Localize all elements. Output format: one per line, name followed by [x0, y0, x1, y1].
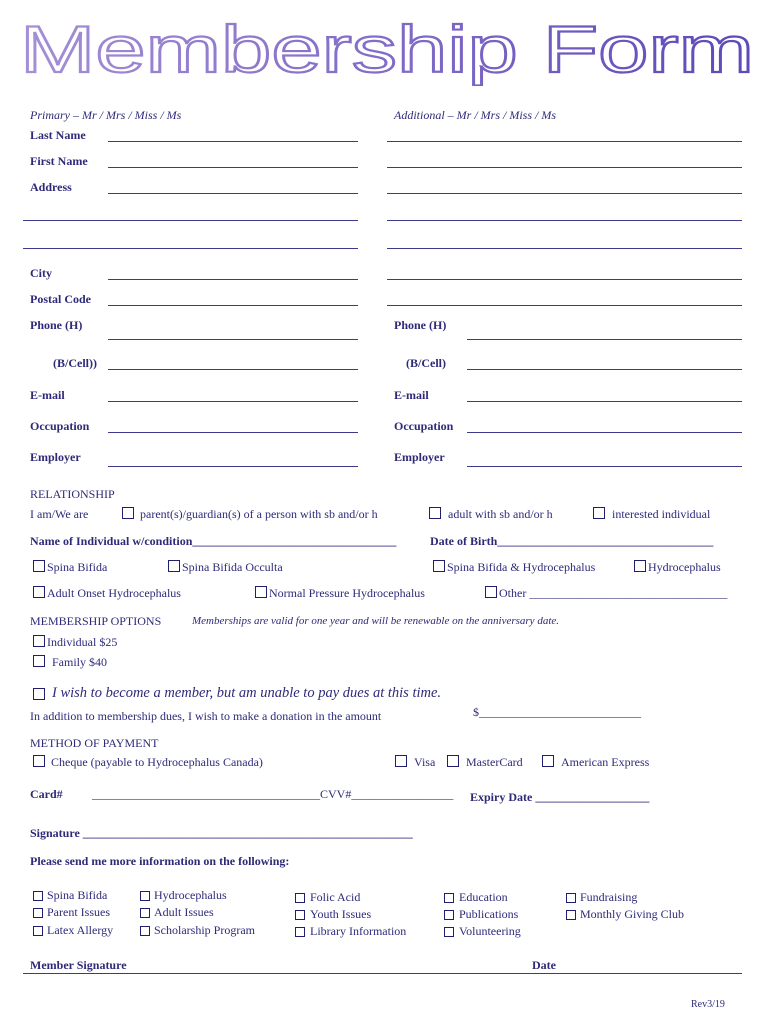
first-name-field-2[interactable]: [387, 167, 742, 168]
parent-guardian-checkbox[interactable]: [122, 507, 134, 519]
form-title-text: Membership Form: [20, 22, 754, 86]
phone-home-label: Phone (H): [30, 318, 83, 332]
payment-heading: METHOD OF PAYMENT: [30, 736, 159, 750]
email-label-2: E-mail: [394, 388, 429, 402]
amex-checkbox[interactable]: [542, 755, 554, 767]
last-name-label: Last Name: [30, 128, 86, 142]
info-scholarship-checkbox[interactable]: [140, 926, 150, 936]
address-label: Address: [30, 180, 72, 194]
revision-label: Rev3/19: [691, 999, 725, 1010]
first-name-field[interactable]: [108, 167, 358, 168]
other-condition-checkbox[interactable]: [485, 586, 497, 598]
address-line-3[interactable]: [23, 248, 358, 249]
visa-label: Visa: [414, 755, 436, 769]
occupation-field[interactable]: [108, 432, 358, 433]
address-line-2-2[interactable]: [387, 220, 742, 221]
hydrocephalus-label: Hydrocephalus: [648, 560, 721, 574]
address-field-2[interactable]: [387, 193, 742, 194]
donation-amount-field[interactable]: $___________________________: [473, 705, 641, 719]
spina-bifida-checkbox[interactable]: [33, 560, 45, 572]
email-field[interactable]: [108, 401, 358, 402]
occupation-label-2: Occupation: [394, 419, 454, 433]
info-publications-checkbox[interactable]: [444, 910, 454, 920]
city-field[interactable]: [108, 279, 358, 280]
info-spina-bifida-checkbox[interactable]: [33, 891, 43, 901]
last-name-field[interactable]: [108, 141, 358, 142]
sb-hydrocephalus-checkbox[interactable]: [433, 560, 445, 572]
occupation-label: Occupation: [30, 419, 90, 433]
address-field[interactable]: [108, 193, 358, 194]
interested-checkbox[interactable]: [593, 507, 605, 519]
name-condition-field[interactable]: Name of Individual w/condition__________________________________: [30, 534, 397, 548]
membership-note: Memberships are valid for one year and will be renewable on the anniversary date.: [192, 615, 560, 627]
unable-to-pay-label: I wish to become a member, but am unable to pay dues at this time.: [52, 685, 442, 701]
city-label: City: [30, 266, 52, 280]
family-checkbox[interactable]: [33, 655, 45, 667]
address-line-2[interactable]: [23, 220, 358, 221]
info-education-checkbox[interactable]: [444, 893, 454, 903]
spina-bifida-label: Spina Bifida: [47, 560, 108, 574]
cheque-label: Cheque (payable to Hydrocephalus Canada): [51, 755, 263, 769]
phone-cell-field-2[interactable]: [467, 369, 742, 370]
member-signature-field[interactable]: [23, 973, 742, 974]
mastercard-checkbox[interactable]: [447, 755, 459, 767]
visa-checkbox[interactable]: [395, 755, 407, 767]
phone-cell-label: (B/Cell)): [53, 356, 97, 370]
phone-home-label-2: Phone (H): [394, 318, 447, 332]
member-signature-label: Member Signature: [30, 958, 127, 972]
employer-label: Employer: [30, 450, 81, 464]
form-title: [18, 22, 758, 86]
employer-field[interactable]: [108, 466, 358, 467]
info-hydrocephalus-checkbox[interactable]: [140, 891, 150, 901]
individual-checkbox[interactable]: [33, 635, 45, 647]
adult-onset-checkbox[interactable]: [33, 586, 45, 598]
adult-label: adult with sb and/or h: [448, 507, 553, 521]
other-condition-field[interactable]: Other _________________________________: [499, 586, 728, 600]
info-publications-label: Publications: [459, 907, 519, 921]
phone-home-field-2[interactable]: [467, 339, 742, 340]
info-library-checkbox[interactable]: [295, 927, 305, 937]
info-hydrocephalus-label: Hydrocephalus: [154, 888, 227, 902]
phone-cell-field[interactable]: [108, 369, 358, 370]
postal-code-field[interactable]: [108, 305, 358, 306]
info-youth-issues-checkbox[interactable]: [295, 910, 305, 920]
adult-onset-label: Adult Onset Hydrocephalus: [47, 586, 181, 600]
additional-label: Additional – Mr / Mrs / Miss / Ms: [394, 108, 557, 122]
interested-label: interested individual: [612, 507, 711, 521]
info-scholarship-label: Scholarship Program: [154, 923, 255, 937]
postal-code-label: Postal Code: [30, 292, 91, 306]
info-latex-allergy-label: Latex Allergy: [47, 923, 114, 937]
i-am-label: I am/We are: [30, 507, 89, 521]
occupation-field-2[interactable]: [467, 432, 742, 433]
employer-label-2: Employer: [394, 450, 445, 464]
last-name-field-2[interactable]: [387, 141, 742, 142]
date-label: Date: [532, 958, 556, 972]
info-folic-acid-label: Folic Acid: [310, 890, 361, 904]
expiry-field[interactable]: Expiry Date ___________________: [470, 790, 650, 804]
adult-checkbox[interactable]: [429, 507, 441, 519]
primary-label: Primary – Mr / Mrs / Miss / Ms: [30, 108, 182, 122]
sb-hydrocephalus-label: Spina Bifida & Hydrocephalus: [447, 560, 596, 574]
individual-label: Individual $25: [47, 635, 118, 649]
info-heading: Please send me more information on the following:: [30, 854, 290, 868]
parent-guardian-label: parent(s)/guardian(s) of a person with sb and/or h: [140, 507, 378, 521]
address-line-3-2[interactable]: [387, 248, 742, 249]
info-adult-issues-label: Adult Issues: [154, 905, 214, 919]
unable-to-pay-checkbox[interactable]: [33, 688, 45, 700]
info-education-label: Education: [459, 890, 508, 904]
info-folic-acid-checkbox[interactable]: [295, 893, 305, 903]
cheque-checkbox[interactable]: [33, 755, 45, 767]
relationship-heading: RELATIONSHIP: [30, 487, 115, 501]
info-youth-issues-label: Youth Issues: [310, 907, 372, 921]
card-label: Card#: [30, 787, 63, 801]
spina-bifida-occulta-label: Spina Bifida Occulta: [182, 560, 283, 574]
family-label: Family $40: [52, 655, 108, 669]
signature-field[interactable]: Signature _______________________________________________________: [30, 826, 413, 840]
normal-pressure-checkbox[interactable]: [255, 586, 267, 598]
info-latex-allergy-checkbox[interactable]: [33, 926, 43, 936]
info-library-label: Library Information: [310, 924, 407, 938]
info-fundraising-label: Fundraising: [580, 890, 638, 904]
spina-bifida-occulta-checkbox[interactable]: [168, 560, 180, 572]
hydrocephalus-checkbox[interactable]: [634, 560, 646, 572]
info-fundraising-checkbox[interactable]: [566, 893, 576, 903]
first-name-label: First Name: [30, 154, 88, 168]
date-of-birth-field[interactable]: Date of Birth____________________________________: [430, 534, 714, 548]
info-volunteering-checkbox[interactable]: [444, 927, 454, 937]
postal-code-field-2[interactable]: [387, 305, 742, 306]
employer-field-2[interactable]: [467, 466, 742, 467]
info-spina-bifida-label: Spina Bifida: [47, 888, 108, 902]
donation-label: In addition to membership dues, I wish to make a donation in the amount: [30, 709, 382, 723]
membership-heading: MEMBERSHIP OPTIONS: [30, 614, 162, 628]
info-monthly-giving-label: Monthly Giving Club: [580, 907, 685, 921]
email-field-2[interactable]: [467, 401, 742, 402]
info-adult-issues-checkbox[interactable]: [140, 908, 150, 918]
info-volunteering-label: Volunteering: [459, 924, 521, 938]
info-monthly-giving-checkbox[interactable]: [566, 910, 576, 920]
phone-home-field[interactable]: [108, 339, 358, 340]
normal-pressure-label: Normal Pressure Hydrocephalus: [269, 586, 425, 600]
amex-label: American Express: [561, 755, 650, 769]
info-parent-issues-checkbox[interactable]: [33, 908, 43, 918]
city-field-2[interactable]: [387, 279, 742, 280]
mastercard-label: MasterCard: [466, 755, 523, 769]
email-label: E-mail: [30, 388, 65, 402]
info-parent-issues-label: Parent Issues: [47, 905, 110, 919]
phone-cell-label-2: (B/Cell): [406, 356, 446, 370]
card-cvv-field[interactable]: ______________________________________CVV#_________________: [92, 787, 454, 801]
